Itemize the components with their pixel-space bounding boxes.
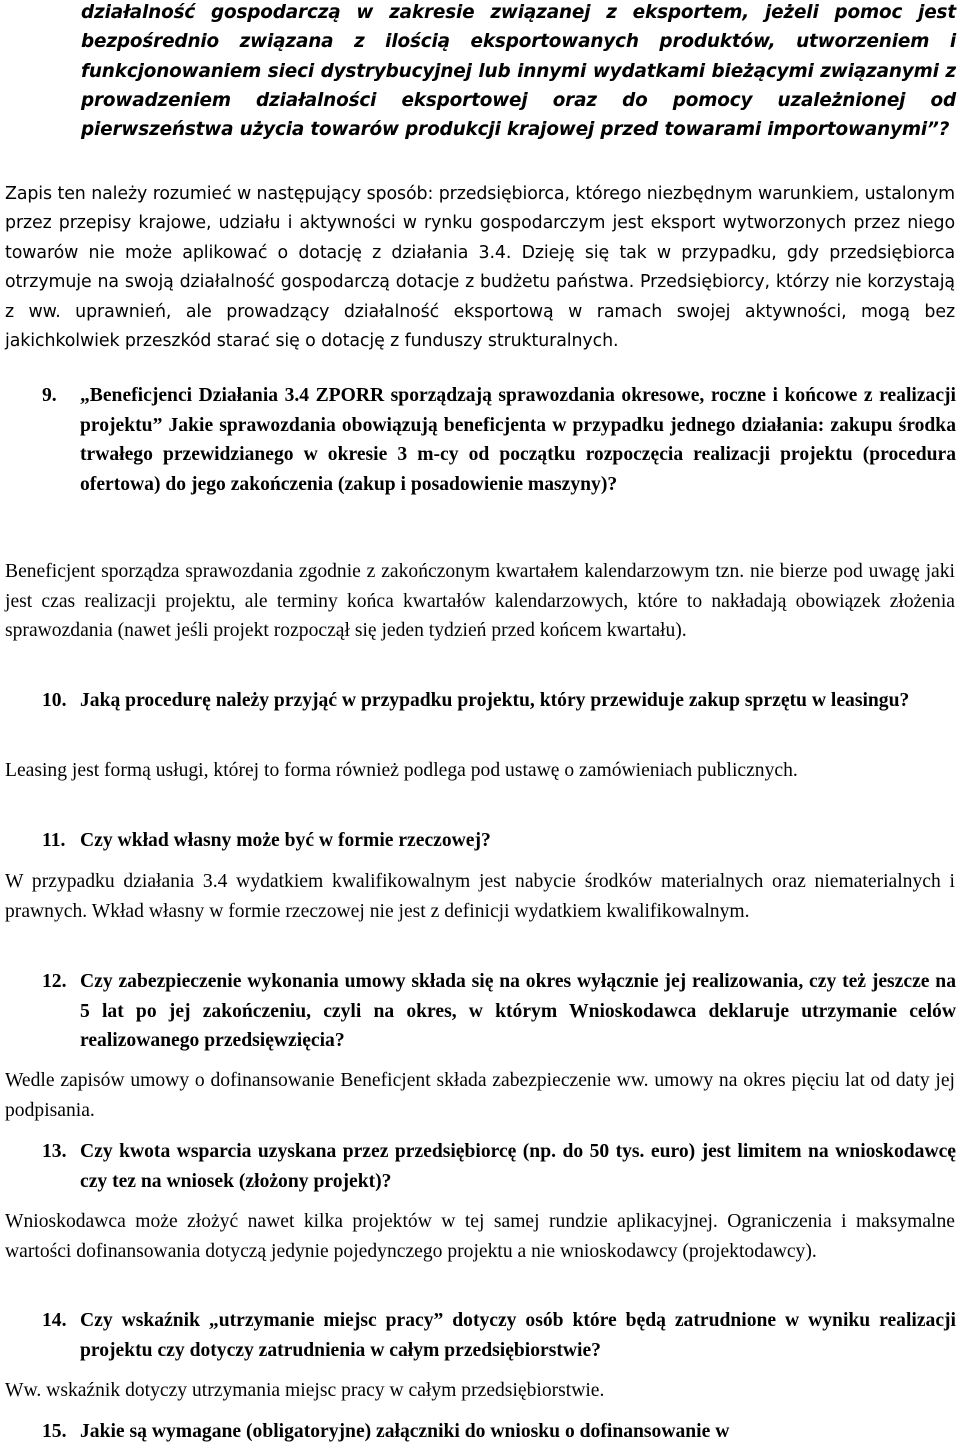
question-number: 14. <box>42 1310 67 1331</box>
question-text: Czy kwota wsparcia uzyskana przez przedsiębiorcę (np. do 50 tys. euro) jest limitem na wnioskodawcę czy tez na wniosek (złożony projekt)? <box>80 1141 956 1192</box>
question-text: Czy wskaźnik „utrzymanie miejsc pracy” dotyczy osób które będą zatrudnione w wyniku realizacji projektu czy dotyczy zatrudnienia w całym przedsiębiorstwie? <box>80 1310 956 1361</box>
question-number: 12. <box>42 971 67 992</box>
question-number: 10. <box>42 690 67 711</box>
question-text: Czy zabezpieczenie wykonania umowy składa się na okres wyłącznie jej realizowania, czy też jeszcze na 5 lat po jej zakończeniu, czyli na okres, w którym Wnioskodawca deklaruje utrzymanie celów realizowanego przedsięwzięcia? <box>80 971 956 1052</box>
question-8-continuation: działalność gospodarczą w zakresie związanej z eksportem, jeżeli pomoc jest bezpośrednio związana z ilością eksportowanych produktów, utworzeniem i funkcjonowaniem sieci dystrybucyjnej lub innymi wydatkami bieżącymi związanymi z prowadzeniem działalności eksportowej oraz do pomocy uzależnionej od pierwszeństwa użycia towarów produkcji krajowej przed towarami importowanymi”? <box>81 2 956 141</box>
question-text: Jakie są wymagane (obligatoryjne) załączniki do wniosku o dofinansowanie w <box>80 1421 730 1442</box>
question-number: 13. <box>42 1141 67 1162</box>
question-number: 9. <box>42 385 57 406</box>
question-text: „Beneficjenci Działania 3.4 ZPORR sporządzają sprawozdania okresowe, roczne i końcowe z realizacji projektu” Jakie sprawozdania obowiązują beneficjenta w przypadku jednego działania: zakupu środka trwałego przewidzianego w okresie 3 m-cy od początku rozpoczęcia realizacji projektu (procedura ofertowa) do jego zakończenia (zakup i posadowienie maszyny)? <box>80 385 956 495</box>
answer-13: Wnioskodawca może złożyć nawet kilka projektów w tej samej rundzie aplikacyjnej. Ograniczenia i maksymalne wartości dofinansowania dotyczą jedynie pojedynczego projektu a nie wnioskodawcy (projektodawcy). <box>5 1211 955 1262</box>
answer-8: Zapis ten należy rozumieć w następujący sposób: przedsiębiorca, którego niezbędnym warunkiem, ustalonym przez przepisy krajowe, udziału i aktywności w rynku gospodarczym jest eksport wytworzonych przez niego towarów nie może aplikować o dotację z działania 3.4. Dzieję się tak w przypadku, gdy przedsiębiorca otrzymuje na swoją działalność gospodarczą dotacje z budżetu państwa. Przedsiębiorcy, którzy nie korzystają z ww. uprawnień, ale prowadzący działalność eksportową w ramach swojej aktywności, mogą bez jakichkolwiek przeszkód starać się o dotację z funduszy strukturalnych. <box>5 184 955 352</box>
answer-14: Ww. wskaźnik dotyczy utrzymania miejsc pracy w całym przedsiębiorstwie. <box>5 1380 605 1401</box>
question-number: 11. <box>42 830 66 851</box>
question-number: 15. <box>42 1421 67 1442</box>
answer-9: Beneficjent sporządza sprawozdania zgodnie z zakończonym kwartałem kalendarzowym tzn. nie bierze pod uwagę jaki jest czas realizacji projektu, ale terminy końca kwartałów kalendarzowych, które to nakładają obowiązek złożenia sprawozdania (nawet jeśli projekt rozpoczął się jeden tydzień przed końcem kwartału). <box>5 561 955 642</box>
answer-10: Leasing jest formą usługi, której to forma również podlega pod ustawę o zamówieniach publicznych. <box>5 760 798 781</box>
question-text: Jaką procedurę należy przyjąć w przypadku projektu, który przewiduje zakup sprzętu w leasingu? <box>80 690 910 711</box>
answer-12: Wedle zapisów umowy o dofinansowanie Beneficjent składa zabezpieczenie ww. umowy na okres pięciu lat od daty jej podpisania. <box>5 1070 955 1121</box>
question-text: Czy wkład własny może być w formie rzeczowej? <box>80 830 491 851</box>
answer-11: W przypadku działania 3.4 wydatkiem kwalifikowalnym jest nabycie środków materialnych oraz niematerialnych i prawnych. Wkład własny w formie rzeczowej nie jest z definicji wydatkiem kwalifikowalnym. <box>5 871 955 922</box>
